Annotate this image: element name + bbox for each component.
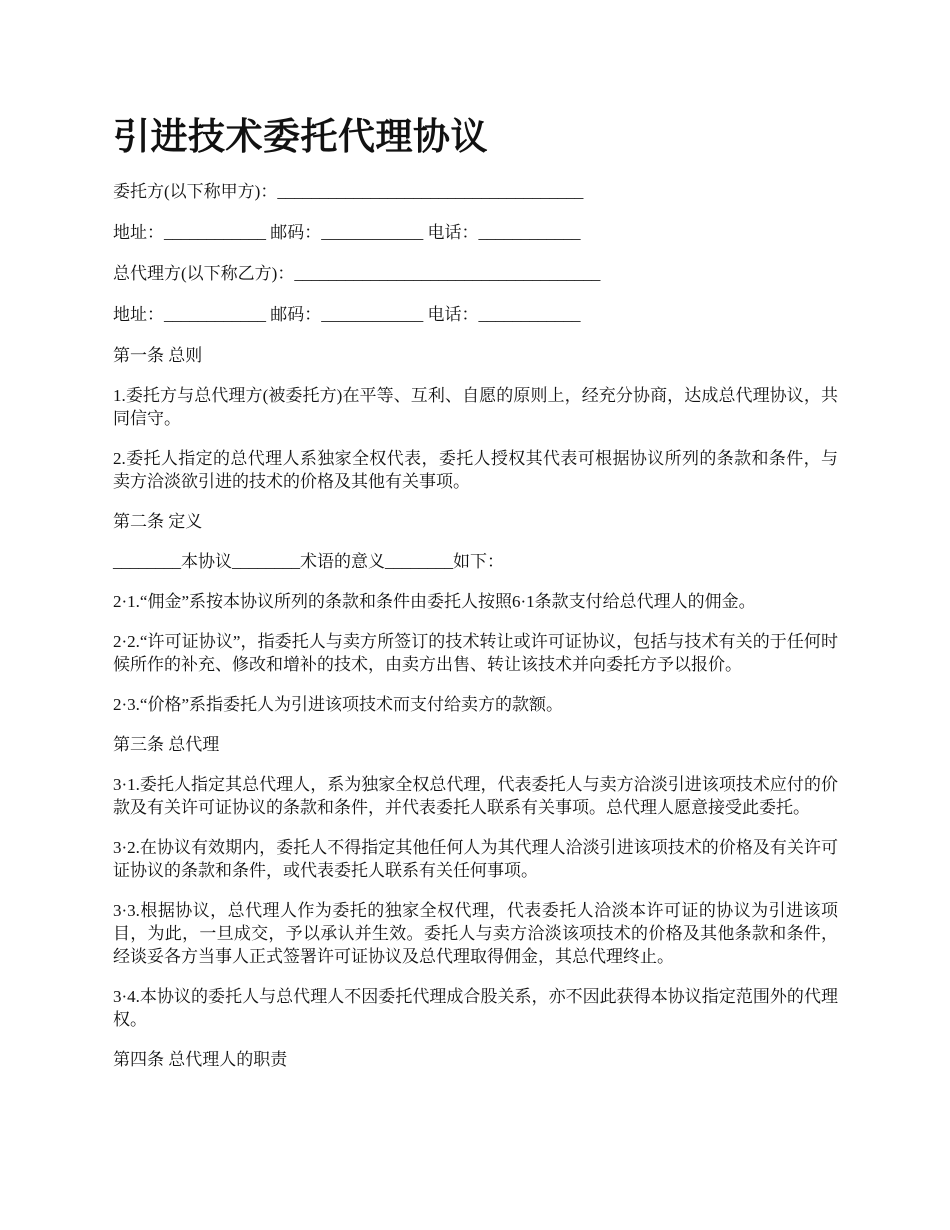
client-contact-field: 地址：____________ 邮码：____________ 电话：____________ [113,223,581,242]
document-title: 引进技术委托代理协议 [113,115,488,158]
article-3-clause-3: 3·3.根据协议，总代理人作为委托的独家全权代理，代表委托人洽淡本许可证的协议为引进该项目，为此，一旦成交，予以承认并生效。委托人与卖方洽淡该项技术的价格及其他条款和条件，经谈妥各方当事人正式签署许可证协议及总代理取得佣金，其总代理终止。 [113,901,838,966]
document-page [113,112,838,1088]
article-3-clause-4: 3·4.本协议的委托人与总代理人不因委托代理成合股关系，亦不因此获得本协议指定范围外的代理权。 [113,987,838,1029]
article-2-clause-1: 2·1.“佣金”系按本协议所列的条款和条件由委托人按照6·1条款支付给总代理人的佣金。 [113,592,756,611]
article-4-heading: 第四条 总代理人的职责 [113,1050,288,1069]
article-3-heading: 第三条 总代理 [113,735,220,754]
client-party-field: 委托方(以下称甲方)：____________________________________ [113,182,584,201]
article-1-clause-2: 2.委托人指定的总代理人系独家全权代表，委托人授权其代表可根据协议所列的条款和条件，与卖方洽淡欲引进的技术的价格及其他有关事项。 [113,449,838,491]
article-3-clause-1: 3·1.委托人指定其总代理人，系为独家全权总代理，代表委托人与卖方洽淡引进该项技术应付的价款及有关许可证协议的条款和条件，并代表委托人联系有关事项。总代理人愿意接受此委托。 [113,775,838,817]
agent-party-field: 总代理方(以下称乙方)：____________________________________ [113,264,601,283]
article-2-heading: 第二条 定义 [113,512,203,531]
article-3-clause-2: 3·2.在协议有效期内，委托人不得指定其他任何人为其代理人洽淡引进该项技术的价格及有关许可证协议的条款和条件，或代表委托人联系有关任何事项。 [113,838,838,880]
article-1-clause-1: 1.委托方与总代理方(被委托方)在平等、互利、自愿的原则上，经充分协商，达成总代理协议，共同信守。 [113,386,838,428]
article-2-clause-3: 2·3.“价格”系指委托人为引进该项技术而支付给卖方的款额。 [113,695,564,714]
article-1-heading: 第一条 总则 [113,346,203,365]
agent-contact-field: 地址：____________ 邮码：____________ 电话：____________ [113,305,581,324]
article-2-clause-2: 2·2.“许可证协议”，指委托人与卖方所签订的技术转让或许可证协议，包括与技术有关的于任何时候所作的补充、修改和增补的技术，由卖方出售、转让该技术并向委托方予以报价。 [113,632,838,674]
article-2-intro: ________本协议________术语的意义________如下： [113,552,504,571]
